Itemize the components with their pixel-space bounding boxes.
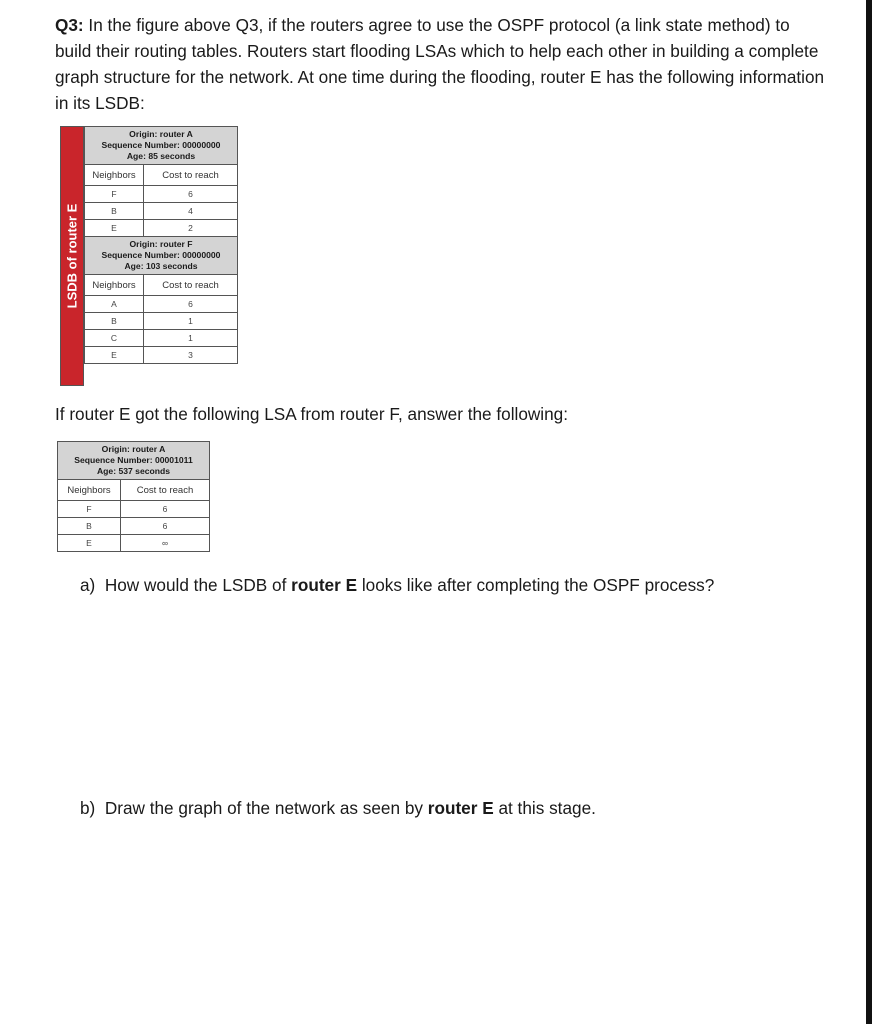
lsa-sequence: Sequence Number: 00000000 [101, 250, 221, 260]
page-edge [866, 0, 872, 1024]
mid-instruction: If router E got the following LSA from router F, answer the following: [55, 404, 569, 424]
lsdb-body [84, 126, 238, 386]
cost-cell: 1 [144, 330, 238, 347]
neighbor-cell: E [58, 535, 121, 552]
lsa-age: Age: 103 seconds [124, 261, 198, 271]
neighbor-cell: B [58, 518, 121, 535]
lsa-origin: Origin: router A [101, 444, 166, 454]
cost-cell: 6 [144, 296, 238, 313]
neighbor-cell: B [85, 313, 144, 330]
part-a-prefix: a) How would the LSDB of [80, 575, 292, 595]
table-row [58, 518, 210, 535]
table-row [85, 220, 238, 237]
lsa-origin: Origin: router F [129, 239, 193, 249]
col-cost: Cost to reach [121, 480, 210, 501]
new-lsa-table [57, 441, 210, 552]
cost-cell: 2 [144, 220, 238, 237]
question-text [55, 12, 825, 116]
part-b-prefix: b) Draw the graph of the network as seen by [80, 798, 428, 818]
lsa-age: Age: 85 seconds [126, 151, 196, 161]
table-row [85, 330, 238, 347]
col-neighbors: Neighbors [85, 165, 144, 186]
lsa-header [58, 442, 210, 480]
cost-cell: ∞ [121, 535, 210, 552]
table-row [58, 501, 210, 518]
question-label: Q3: [55, 15, 84, 35]
lsa-age: Age: 537 seconds [96, 466, 171, 476]
part-b-suffix: at this stage. [493, 798, 596, 818]
neighbor-cell: A [85, 296, 144, 313]
col-cost: Cost to reach [144, 275, 238, 296]
lsa-origin: Origin: router A [129, 129, 193, 139]
col-neighbors: Neighbors [58, 480, 121, 501]
part-a-suffix: looks like after completing the OSPF process? [357, 575, 715, 595]
cost-cell: 3 [144, 347, 238, 364]
cost-cell: 1 [144, 313, 238, 330]
neighbor-cell: B [85, 203, 144, 220]
cost-cell: 6 [121, 518, 210, 535]
table-row [85, 186, 238, 203]
col-cost: Cost to reach [144, 165, 238, 186]
table-row [85, 347, 238, 364]
part-b-question [80, 798, 596, 819]
cost-cell: 6 [144, 186, 238, 203]
cost-cell: 4 [144, 203, 238, 220]
neighbor-cell: F [58, 501, 121, 518]
part-a-bold: router E [291, 575, 358, 595]
lsa-sequence: Sequence Number: 00001011 [74, 455, 193, 465]
lsa-sequence: Sequence Number: 00000000 [101, 140, 221, 150]
cost-cell: 6 [121, 501, 210, 518]
lsa-header [85, 237, 238, 275]
neighbor-cell: C [85, 330, 144, 347]
lsdb-figure [60, 126, 238, 386]
lsdb-side-text: LSDB of router E [64, 203, 80, 309]
table-row [58, 535, 210, 552]
table-row [85, 296, 238, 313]
neighbor-cell: F [85, 186, 144, 203]
lsdb-side-label [60, 126, 84, 386]
part-a-question [80, 575, 714, 596]
lsa-entry-router-f [84, 236, 238, 364]
neighbor-cell: E [85, 347, 144, 364]
table-row [85, 203, 238, 220]
lsa-header [85, 127, 238, 165]
question-body: In the figure above Q3, if the routers agree to use the OSPF protocol (a link state method) to build their routing tables. Routers start flooding LSAs which to help each other in building a complete graph structure for the network. At one time during the flooding, router E has the following information in its LSDB: [55, 15, 825, 113]
new-lsa-figure [57, 441, 210, 552]
neighbor-cell: E [85, 220, 144, 237]
col-neighbors: Neighbors [85, 275, 144, 296]
lsa-entry-router-a [84, 126, 238, 237]
table-row [85, 313, 238, 330]
part-b-bold: router E [427, 798, 494, 818]
